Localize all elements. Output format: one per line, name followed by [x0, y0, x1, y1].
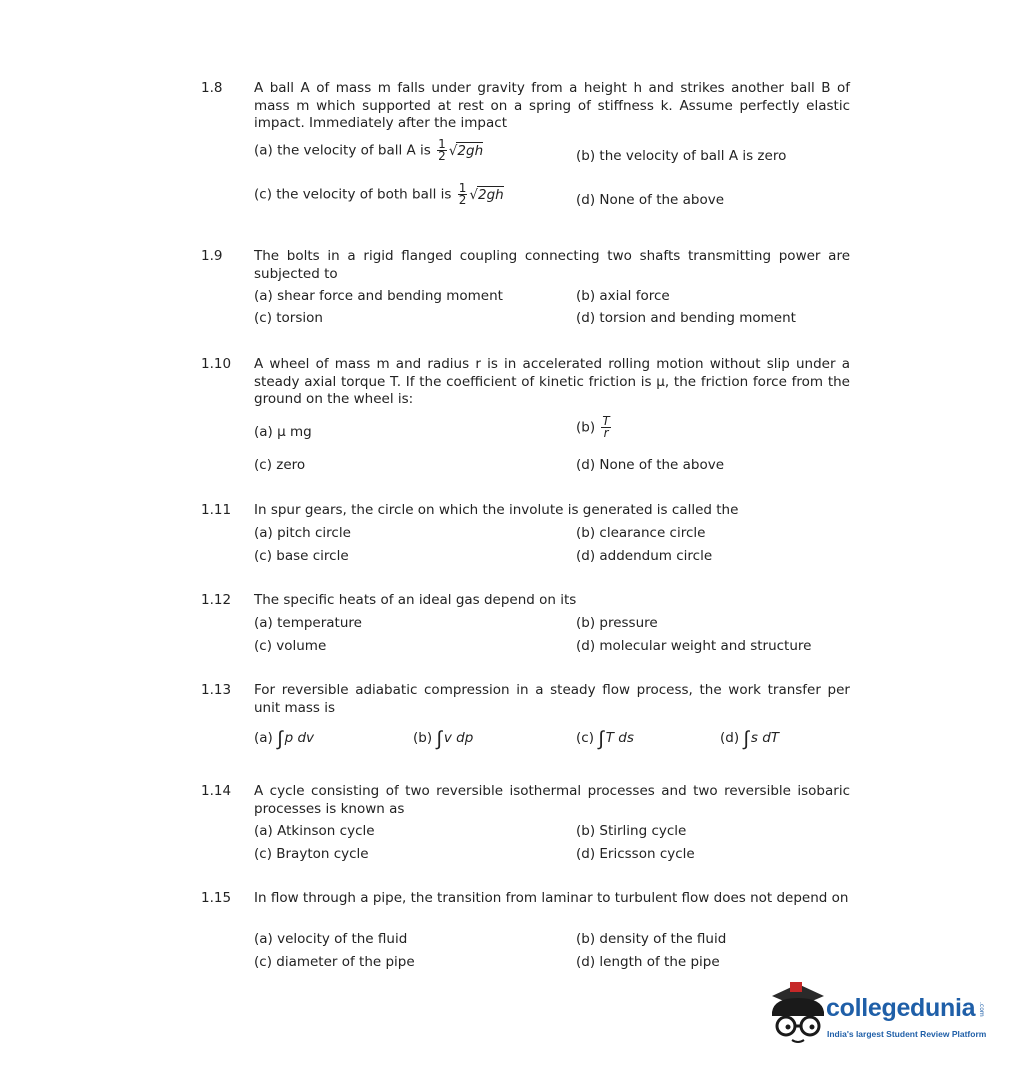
option-d: (d) addendum circle [576, 548, 713, 564]
option-c: (c) Brayton cycle [254, 846, 369, 862]
question-number: 1.14 [201, 783, 232, 799]
option-d: (d) length of the pipe [576, 954, 720, 970]
option-a: (a) ∫ p dv [254, 726, 315, 750]
option-b: (b) clearance circle [576, 525, 706, 541]
option-b: (b) $\frac{T}{r}$ [576, 414, 610, 440]
logo-suffix: .com [978, 1002, 985, 1017]
option-c: (c) zero [254, 457, 306, 473]
option-a: (a) pitch circle [254, 525, 351, 541]
question-stem: In spur gears, the circle on which the involute is generated is called the [254, 502, 739, 518]
option-d: (d) Ericsson cycle [576, 846, 695, 862]
option-a: (a) temperature [254, 615, 362, 631]
question-number: 1.12 [201, 592, 232, 608]
option-b: (b) pressure [576, 615, 658, 631]
option-c: (c) volume [254, 638, 327, 654]
option-c: (c) torsion [254, 310, 323, 326]
option-c: (c) ∫ T ds [576, 726, 634, 750]
option-a: (a) the velocity of ball A is $\frac{1}{2}$ √2gh [254, 137, 484, 163]
fraction: $\frac{1}{2}$ [458, 181, 467, 207]
question-stem: A ball A of mass m falls under gravity from a height h and strikes another ball B of mass m which supported at rest on a spring of stiffness k. Assume perfectly elastic impact. Immediately after the impact [254, 80, 850, 131]
question-number: 1.10 [201, 356, 232, 372]
option-a: (a) μ mg [254, 424, 312, 440]
option-a: (a) shear force and bending moment [254, 288, 503, 304]
option-b: (b) density of the fluid [576, 931, 727, 947]
option-a: (a) velocity of the fluid [254, 931, 408, 947]
question-number: 1.9 [201, 248, 223, 264]
collegedunia-logo [766, 980, 991, 1052]
option-c: (c) base circle [254, 548, 349, 564]
logo-tagline: India's largest Student Review Platform [827, 1029, 987, 1039]
logo-wordmark: collegedunia [826, 994, 976, 1022]
question-number: 1.15 [201, 890, 232, 906]
fraction: $\frac{1}{2}$ [438, 137, 446, 163]
question-number: 1.13 [201, 682, 232, 698]
question-stem: The specific heats of an ideal gas depend on its [254, 592, 577, 608]
question-number: 1.8 [201, 80, 223, 96]
option-c: (c) diameter of the pipe [254, 954, 415, 970]
option-d: (d) ∫ s dT [720, 726, 780, 750]
question-stem: A cycle consisting of two reversible isothermal processes and two reversible isobaric processes is known as [254, 783, 850, 817]
option-b: (b) the velocity of ball A is zero [576, 148, 787, 164]
question-number: 1.11 [201, 502, 232, 518]
question-stem: In flow through a pipe, the transition from laminar to turbulent flow does not depend on [254, 890, 849, 906]
option-c: (c) the velocity of both ball is $\frac{1}{2}$ √2gh [254, 181, 504, 207]
option-b: (b) ∫ v dp [413, 726, 474, 750]
option-d: (d) molecular weight and structure [576, 638, 812, 654]
option-d: (d) None of the above [576, 192, 725, 208]
option-b: (b) axial force [576, 288, 670, 304]
option-d: (d) None of the above [576, 457, 725, 473]
question-stem: For reversible adiabatic compression in a steady flow process, the work transfer per unit mass is [254, 682, 850, 716]
option-d: (d) torsion and bending moment [576, 310, 796, 326]
question-stem: A wheel of mass m and radius r is in accelerated rolling motion without slip under a steady axial torque T. If the coefficient of kinetic friction is μ, the friction force from the ground on the wheel is: [254, 356, 850, 407]
option-b: (b) Stirling cycle [576, 823, 687, 839]
option-a: (a) Atkinson cycle [254, 823, 375, 839]
question-stem: The bolts in a rigid flanged coupling connecting two shafts transmitting power are subjected to [254, 248, 850, 282]
fraction: $\frac{T}{r}$ [602, 414, 610, 440]
